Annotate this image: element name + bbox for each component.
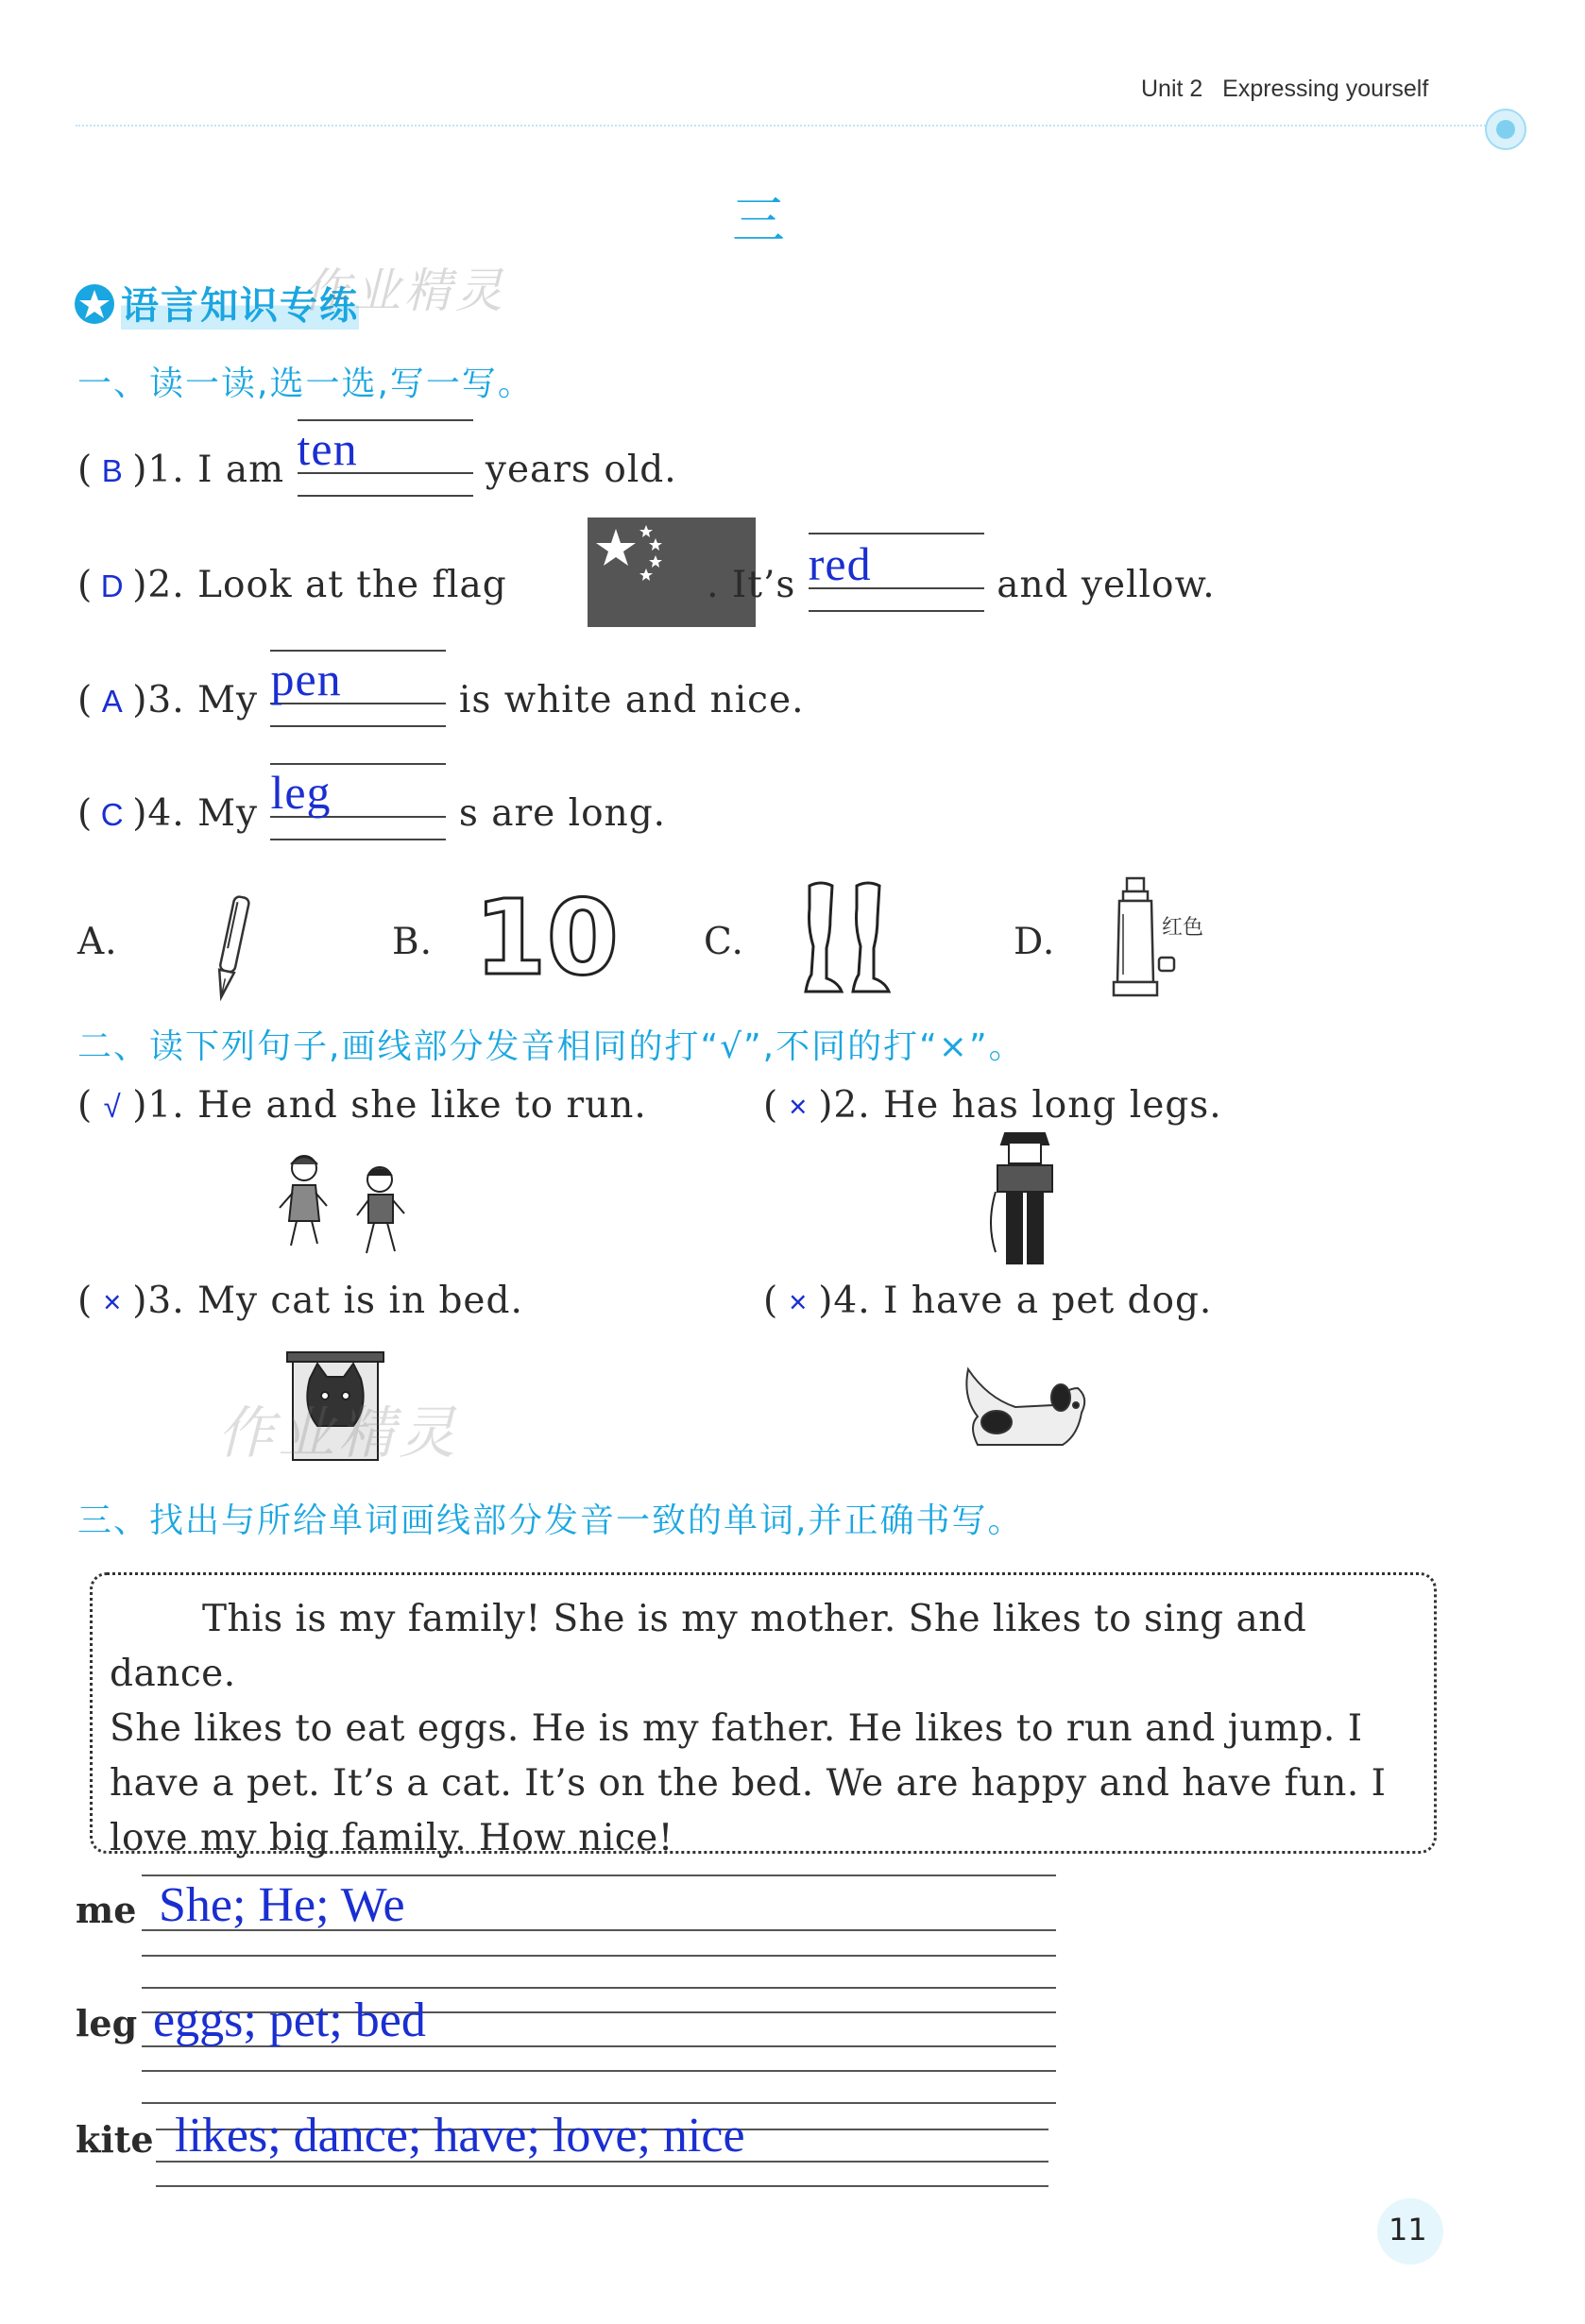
word-me: me	[76, 1889, 137, 1931]
s1-q3-number: )3.	[132, 679, 185, 721]
s1-q1-number: )1.	[132, 449, 185, 491]
s2-q1-text: He and she like to run.	[197, 1084, 647, 1127]
passage-line-3: have a pet. It’s a cat. It’s on the bed. We are happy and have fun. I	[110, 1762, 1387, 1805]
s2-q2-number: )2.	[818, 1084, 871, 1127]
s1-question-4: ( C )4. My leg s are long.	[77, 778, 666, 835]
legs-icon	[798, 880, 902, 1002]
word-kite: kite	[76, 2118, 154, 2161]
s2-question-1: ( √ )1. He and she like to run.	[77, 1084, 647, 1127]
option-b-letter: B.	[392, 921, 434, 963]
s1-q4-before: My	[197, 792, 259, 835]
s1-q4-answer: C	[100, 797, 125, 832]
s1-q1-fill: ten	[297, 422, 358, 475]
word-leg: leg	[76, 2002, 138, 2044]
s1-q4-fill: leg	[270, 766, 332, 819]
option-a-letter: A.	[77, 921, 118, 963]
s1-q2-mid: . It’s	[707, 564, 796, 606]
dog-image	[959, 1350, 1091, 1458]
passage-line-2: She likes to eat eggs. He is my father. He likes to run and jump. I	[110, 1707, 1363, 1750]
watermark-middle: 作业精灵	[217, 1400, 459, 1467]
s1-q3-before: My	[197, 679, 259, 721]
paint-tube-tag: 红色	[1162, 916, 1204, 940]
s1-q2-before: Look at the flag	[197, 564, 507, 606]
s2-q4-text: I have a pet dog.	[883, 1280, 1213, 1322]
page-number: 11	[1389, 2212, 1427, 2248]
s2-q4-answer: ×	[789, 1284, 809, 1319]
passage-box	[90, 1572, 1437, 1859]
s2-q3-number: )3.	[132, 1280, 185, 1322]
s1-q2-after: and yellow.	[997, 564, 1216, 606]
s2-q3-answer: ×	[103, 1284, 123, 1319]
pen-icon	[203, 892, 260, 1009]
passage-line-4: love my big family. How nice!	[110, 1817, 673, 1859]
s2-q2-answer: ×	[789, 1089, 809, 1124]
s1-q4-blank[interactable]	[270, 766, 446, 825]
s1-question-1: ( B )1. I am ten years old.	[77, 434, 677, 491]
answer-leg[interactable]: eggs; pet; bed	[153, 1993, 426, 2047]
s1-q2-fill: red	[808, 537, 872, 590]
s2-question-4: ( × )4. I have a pet dog.	[763, 1280, 1213, 1322]
passage-line-1: This is my family! She is my mother. She likes to sing and dance.	[110, 1598, 1307, 1695]
section3-title: 三、找出与所给单词画线部分发音一致的单词,并正确书写。	[77, 1501, 1024, 1540]
s2-q3-text: My cat is in bed.	[197, 1280, 523, 1322]
unit-label: Unit 2	[1141, 76, 1203, 102]
s1-q2-number: )2.	[132, 564, 185, 606]
running-header	[1141, 76, 1428, 103]
paint-tube-icon	[1100, 876, 1176, 1005]
s1-q2-blank[interactable]	[808, 537, 984, 597]
s2-question-3: ( × )3. My cat is in bed.	[77, 1280, 523, 1322]
s1-q1-before: I am	[197, 449, 285, 491]
answer-me[interactable]: She; He; We	[159, 1878, 405, 1932]
s1-q1-blank[interactable]	[297, 422, 473, 482]
number-ten-icon: 10	[474, 877, 620, 998]
header-divider	[76, 125, 1511, 127]
girl-and-boy-image	[274, 1147, 416, 1269]
s1-q3-answer: A	[101, 684, 124, 719]
banner-title: 语言知识专练	[121, 276, 359, 330]
option-c-letter: C.	[704, 921, 744, 963]
s2-q1-answer: √	[103, 1089, 122, 1124]
s1-question-2: ( D )2. Look at the flag . It’s red and yellow.	[77, 550, 1216, 606]
star-badge-icon	[74, 283, 111, 321]
answer-kite[interactable]: likes; dance; have; love; nice	[175, 2109, 745, 2163]
section1-title: 一、读一读,选一选,写一写。	[77, 365, 534, 403]
s1-q4-after: s are long.	[458, 792, 667, 835]
s2-question-2: ( × )2. He has long legs.	[763, 1084, 1222, 1127]
s2-q2-text: He has long legs.	[883, 1084, 1222, 1127]
tall-boy-image	[982, 1129, 1067, 1275]
passage-text	[110, 1592, 1423, 1866]
s2-q4-number: )4.	[818, 1280, 871, 1322]
s1-q3-fill: pen	[270, 653, 342, 705]
lesson-number: 三	[732, 191, 785, 252]
s1-question-3: ( A )3. My pen is white and nice.	[77, 665, 805, 721]
unit-title: Expressing yourself	[1222, 76, 1429, 102]
s1-q2-answer: D	[100, 568, 125, 603]
header-dot-icon	[1485, 109, 1526, 150]
s1-q1-after: years old.	[485, 449, 677, 491]
s1-q3-after: is white and nice.	[458, 679, 805, 721]
s1-q3-blank[interactable]	[270, 653, 446, 712]
s2-q1-number: )1.	[132, 1084, 185, 1127]
watermark-top: 作业精灵	[302, 263, 506, 318]
s1-q1-answer: B	[101, 453, 124, 488]
s1-q4-number: )4.	[132, 792, 185, 835]
option-d-letter: D.	[1014, 921, 1056, 963]
section2-title: 二、读下列句子,画线部分发音相同的打“√”,不同的打“×”。	[77, 1027, 1025, 1066]
